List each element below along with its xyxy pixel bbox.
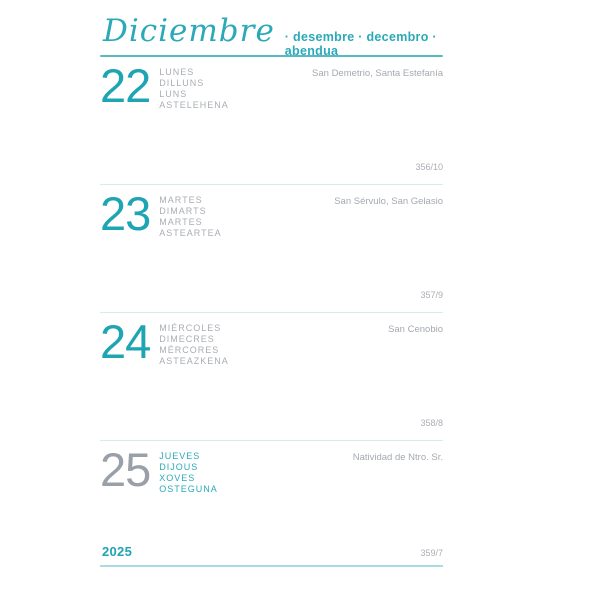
day-list — [100, 57, 443, 542]
weekday-name: MÉRCORES — [159, 345, 220, 355]
weekday-name: MARTES — [159, 195, 203, 205]
day-number: 24 — [100, 315, 151, 368]
day-number: 23 — [100, 187, 151, 240]
weekday-name: ASTEAZKENA — [159, 356, 229, 366]
weekday-name: ASTEARTEA — [159, 228, 222, 238]
day-head — [100, 441, 443, 495]
day-block — [100, 313, 443, 441]
saints-label: Natividad de Ntro. Sr. — [352, 452, 443, 463]
day-number: 25 — [100, 443, 151, 496]
day-number: 22 — [100, 59, 151, 112]
weekday-name: LUNS — [159, 89, 188, 99]
saints-label: San Demetrio, Santa Estefanía — [312, 68, 443, 79]
footer-row — [100, 542, 443, 565]
weekday-name: DILLUNS — [159, 78, 205, 88]
weekday-names — [159, 323, 229, 367]
footer-year: 2025 — [102, 544, 133, 559]
day-block — [100, 441, 443, 542]
day-of-year-count: 356/10 — [415, 162, 443, 172]
weekday-name: DIMARTS — [159, 206, 207, 216]
day-of-year-count: 358/8 — [420, 418, 443, 428]
page-footer — [100, 542, 443, 567]
month-subtitle: · desembre · decembro · abendua — [284, 30, 437, 58]
day-head — [100, 57, 443, 111]
weekday-name: XOVES — [159, 473, 196, 483]
footer-divider — [100, 565, 443, 567]
page-header — [100, 14, 443, 57]
weekday-name: MIÉRCOLES — [159, 323, 222, 333]
weekday-name: DIMECRES — [159, 334, 215, 344]
day-head — [100, 313, 443, 367]
saints-label: San Sérvulo, San Gelasio — [334, 196, 443, 207]
saints-label: San Cenobio — [388, 324, 443, 335]
weekday-name: MARTES — [159, 217, 203, 227]
weekday-name: ASTELEHENA — [159, 100, 229, 110]
day-block — [100, 185, 443, 313]
day-of-year-count: 357/9 — [420, 290, 443, 300]
weekday-names — [159, 195, 221, 239]
month-title: Diciembre — [103, 13, 275, 49]
weekday-name: LUNES — [159, 67, 195, 77]
weekday-names — [159, 451, 218, 495]
footer-day-of-year-count: 359/7 — [420, 548, 443, 558]
day-block — [100, 57, 443, 185]
weekday-name: DIJOUS — [159, 462, 199, 472]
weekday-names — [159, 67, 229, 111]
month-title-row — [100, 13, 443, 58]
weekday-name: OSTEGUNA — [159, 484, 218, 494]
day-head — [100, 185, 443, 239]
weekday-name: JUEVES — [159, 451, 201, 461]
